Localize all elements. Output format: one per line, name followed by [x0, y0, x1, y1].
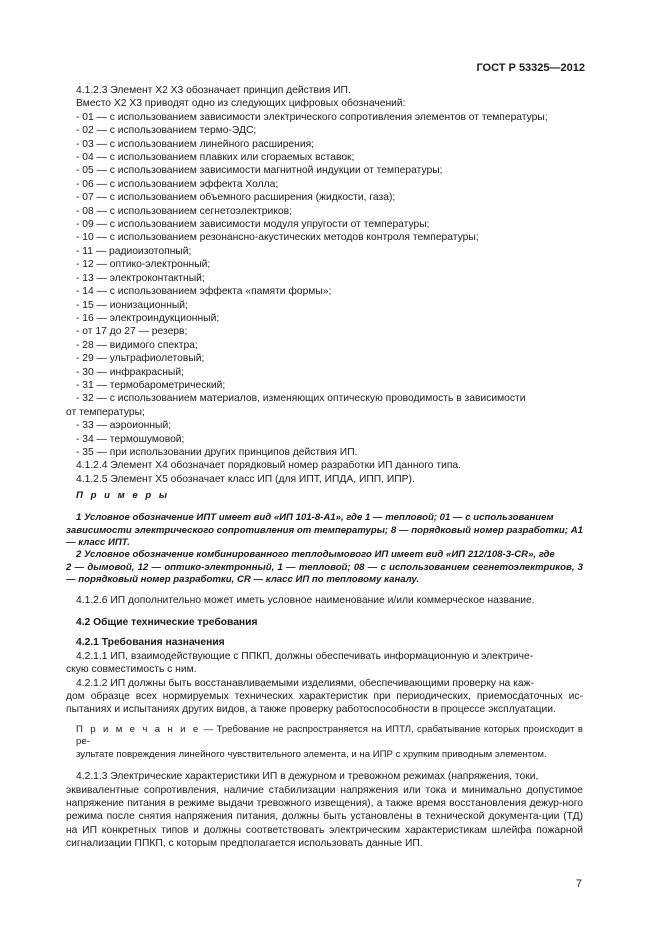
list-item: - 10 — с использованием резонансно-акустических методов контроля температуры; — [76, 232, 479, 244]
clause-4-2-1-3-end: эквивалентные сопротивления, наличие стабилизации напряжения или тока и минимально допустимое напряжение питания в режиме выдачи тревожного извещения), а также время восстановления дежур-ного режима после снятия напряжения питания, должны быть установлены в технической документа-ции (ТД) на ИП конкретных типов и должны соответствовать электрическим характеристикам шлейфа пожарной сигнализации ППКП, с которым предполагается использовать данные ИП. — [66, 784, 583, 850]
list-item: - 01 — с использованием зависимости электрического сопротивления элементов от температуры; — [76, 111, 548, 123]
list-item: - 29 — ультрафиолетовый; — [76, 353, 205, 365]
note-text-end: зультате повреждения линейного чувствительного элемента, и на ИПР с хрупким приводным элементом. — [76, 748, 547, 760]
clause-4-1-2-5: 4.1.2.5 Элемент X5 обозначает класс ИП (для ИПТ, ИПДА, ИПП, ИПР). — [76, 473, 415, 485]
clause-4-2-1-2-start: 4.2.1.2 ИП должны быть восстанавливаемыми изделиями, обеспечивающими проверку на каж- — [76, 677, 534, 689]
list-item: - 31 — термобарометрический; — [76, 379, 226, 391]
list-item: - 33 — аэроионный; — [76, 420, 172, 432]
page-number: 7 — [575, 878, 582, 890]
note-label: П р и м е ч а н и е — [76, 723, 201, 735]
page-content — [66, 84, 583, 851]
list-item: - 03 — с использованием линейного расширения; — [76, 138, 315, 150]
list-item: - 02 — с использованием термо-ЭДС; — [76, 125, 257, 137]
list-item: - 07 — с использованием объемного расширения (жидкости, газа); — [76, 192, 396, 204]
examples-block — [66, 489, 583, 586]
list-item: - 34 — термошумовой; — [76, 433, 185, 445]
clause-4-1-2-6: 4.1.2.6 ИП дополнительно может иметь условное наименование и/или коммерческое название. — [76, 594, 535, 606]
example-1-start: 1 Условное обозначение ИПТ имеет вид «ИП 101-8-А1», где 1 — тепловой; 01 — с использованием — [76, 512, 554, 524]
clause-4-2-1-3-start: 4.2.1.3 Электрические характеристики ИП в дежурном и тревожном режимах (напряжения, токи, — [76, 771, 539, 783]
clause-4-1-2-3-title: 4.1.2.3 Элемент X2 X3 обозначает принцип действия ИП. — [76, 85, 351, 96]
list-item: - 12 — оптико-электронный; — [76, 259, 211, 271]
clause-4-2-1-1-end: скую совместимость с ним. — [66, 664, 197, 676]
note-block — [76, 724, 583, 749]
clause-4-2-1-1-start: 4.2.1.1 ИП, взаимодействующие с ППКП, должны обеспечивать информационную и электриче- — [76, 650, 534, 662]
list-item: - 16 — электроиндукционный; — [76, 312, 220, 324]
list-item: - 06 — с использованием эффекта Холла; — [76, 178, 279, 190]
standard-header: ГОСТ Р 53325—2012 — [476, 62, 585, 74]
example-1-rest: зависимости электрического сопротивления от температуры; 8 — порядковый номер разработки; А1 — класс ИПТ. — [66, 524, 583, 548]
section-4-2-1-heading: 4.2.1 Требования назначения — [76, 637, 225, 649]
principle-codes-list — [66, 111, 583, 460]
list-item: - 35 — при использовании других принципов действия ИП. — [76, 446, 358, 458]
list-item: - 05 — с использованием зависимости магнитной индукции от температуры; — [76, 165, 443, 177]
list-item: - 11 — радиоизотопный; — [76, 245, 192, 257]
list-item-32-start: - 32 — с использованием материалов, изменяющих оптическую проводимость в зависимости — [76, 393, 526, 405]
examples-heading: П р и м е р ы — [76, 490, 170, 502]
list-item: - 13 — электроконтактный; — [76, 272, 205, 284]
example-2-start: 2 Условное обозначение комбинированного теплодымового ИП имеет вид «ИП 212/108-3-CR», где — [76, 549, 555, 561]
section-4-2-heading: 4.2 Общие технические требования — [76, 617, 258, 629]
clause-4-1-2-3-intro: Вместо X2 X3 приводят одно из следующих цифровых обозначений: — [76, 98, 406, 110]
clause-4-1-2-4: 4.1.2.4 Элемент X4 обозначает порядковый номер разработки ИП данного типа. — [76, 460, 461, 472]
list-item: - от 17 до 27 — резерв; — [76, 326, 188, 338]
note-text-start: — Требование не распространяется на ИПТЛ, срабатывание которых происходит в ре- — [76, 723, 583, 748]
list-item: - 14 — с использованием эффекта «памяти формы»; — [76, 286, 332, 298]
list-item-32-continuation: от температуры; — [66, 406, 145, 418]
list-item — [76, 392, 583, 405]
list-item: - 30 — инфракрасный; — [76, 366, 184, 378]
list-item: - 09 — с использованием зависимости модуля упругости от температуры; — [76, 219, 430, 231]
clause-4-2-1-2-end: дом образце всех нормируемых технических характеристик при периодических, приемосдаточных ис-пытаниях и испытаниях других видов, а также проверку работоспособности в процессе эксплуатации. — [66, 691, 583, 716]
list-item: - 08 — с использованием сегнетоэлектриков; — [76, 205, 292, 217]
list-item: - 15 — ионизационный; — [76, 299, 188, 311]
list-item: - 04 — с использованием плавких или сгораемых вставок; — [76, 152, 355, 164]
example-2-rest: 2 — дымовой, 12 — оптико-электронный, 1 — тепловой; 08 — с использованием сегнетоэлектриков, 3 — порядковый номер разработки, CR — класс ИП по тепловому каналу. — [66, 561, 583, 586]
list-item: - 28 — видимого спектра; — [76, 339, 198, 351]
